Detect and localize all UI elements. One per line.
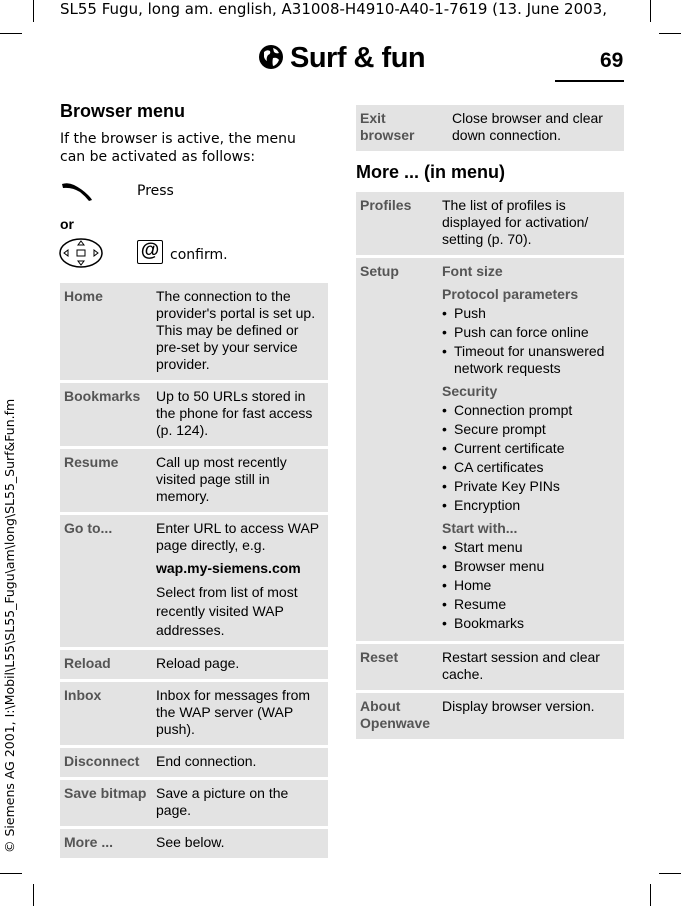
table-row: [356, 693, 624, 739]
list-item: • Start menu: [442, 539, 620, 556]
goto-desc: Enter URL to access WAP page directly, e.g.: [156, 520, 319, 553]
list-item: • Current certificate: [442, 440, 620, 457]
list-item: • Connection prompt: [442, 402, 620, 419]
navigation-key-icon: [58, 237, 104, 269]
crop-mark: [650, 884, 651, 906]
menu-desc: Up to 50 URLs stored in the phone for fast access (p. 124).: [152, 383, 328, 446]
menu-term: Reset: [356, 644, 438, 690]
confirm-label: confirm.: [170, 247, 228, 263]
list-item: • Timeout for unanswered network requests: [442, 343, 620, 377]
menu-term: Setup: [356, 258, 438, 641]
menu-term: Save bitmap: [60, 780, 152, 826]
list-item: • Browser menu: [442, 558, 620, 575]
menu-desc: The connection to the provider's portal is set up. This may be defined or pre-set by your service provider.: [152, 283, 328, 380]
side-file-path: © Siemens AG 2001, I:\Mobil\L55\SL55_Fugu\am\long\SL55_Surf&Fun.fm: [2, 398, 17, 853]
menu-desc: Restart session and clear cache.: [438, 644, 624, 690]
menu-desc: See below.: [152, 829, 328, 858]
menu-desc: Display browser version.: [438, 693, 624, 739]
table-row: [60, 515, 328, 647]
crop-mark: [0, 33, 22, 34]
table-row: [60, 829, 328, 858]
menu-desc: Inbox for messages from the WAP server (WAP push).: [152, 682, 328, 745]
menu-desc: Close browser and clear down connection.: [448, 105, 624, 151]
crop-mark: [659, 33, 681, 34]
table-row: [60, 449, 328, 512]
list-item: • Encryption: [442, 497, 620, 514]
table-row: [60, 780, 328, 826]
menu-term: About Openwave: [356, 693, 438, 739]
security-title: Security: [442, 383, 498, 399]
press-label: Press: [137, 183, 174, 199]
font-size-option: Font size: [442, 263, 503, 279]
table-row: [356, 258, 624, 641]
list-item: • Push can force online: [442, 324, 620, 341]
more-menu-table: [356, 189, 624, 742]
goto-desc-2: Select from list of most recently visited WAP addresses.: [156, 584, 298, 638]
table-row: [60, 650, 328, 679]
protocol-title: Protocol parameters: [442, 286, 579, 302]
menu-desc: [438, 258, 624, 641]
menu-term: Exit browser: [356, 105, 448, 151]
menu-term: Bookmarks: [60, 383, 152, 446]
menu-desc: Save a picture on the page.: [152, 780, 328, 826]
list-item: • Home: [442, 577, 620, 594]
menu-term: Profiles: [356, 192, 438, 255]
menu-desc: Reload page.: [152, 650, 328, 679]
crop-mark: [650, 0, 651, 22]
example-url: wap.my-siemens.com: [156, 560, 301, 576]
page-number-rule: [555, 80, 624, 82]
table-row: [356, 192, 624, 255]
chapter-title: [258, 42, 425, 75]
protocol-list: [442, 305, 620, 377]
table-row: [356, 644, 624, 690]
list-item: • Push: [442, 305, 620, 322]
list-item: • Bookmarks: [442, 615, 620, 632]
exit-browser-table: [356, 102, 624, 154]
menu-term: Go to...: [60, 515, 152, 647]
table-row: [60, 748, 328, 777]
list-item: • Resume: [442, 596, 620, 613]
security-list: [442, 402, 620, 514]
list-item: • CA certificates: [442, 459, 620, 476]
crop-mark: [0, 873, 22, 874]
menu-term: Disconnect: [60, 748, 152, 777]
chapter-title-text: Surf & fun: [290, 42, 426, 74]
menu-term: Reload: [60, 650, 152, 679]
table-row: [60, 682, 328, 745]
browser-menu-intro: If the browser is active, the menu can be activated as follows:: [60, 131, 296, 165]
list-item: • Private Key PINs: [442, 478, 620, 495]
menu-term: Inbox: [60, 682, 152, 745]
list-item: • Secure prompt: [442, 421, 620, 438]
menu-desc: Call up most recently visited page still in memory.: [152, 449, 328, 512]
globe-icon: [258, 44, 284, 70]
menu-term: More ...: [60, 829, 152, 858]
menu-term: Resume: [60, 449, 152, 512]
start-list: [442, 539, 620, 632]
or-label: or: [60, 216, 74, 232]
start-title: Start with...: [442, 520, 518, 536]
menu-desc: The list of profiles is displayed for activation/ setting (p. 70).: [438, 192, 624, 255]
table-row: [60, 383, 328, 446]
menu-desc: [152, 515, 328, 647]
more-menu-heading: More ... (in menu): [356, 162, 506, 182]
at-key-icon: @: [137, 240, 163, 264]
crop-mark: [33, 884, 34, 906]
browser-menu-table: [60, 280, 328, 861]
menu-desc: End connection.: [152, 748, 328, 777]
menu-term: Home: [60, 283, 152, 380]
call-key-icon: [60, 180, 94, 202]
running-head: SL55 Fugu, long am. english, A31008-H4910-A40-1-7619 (13. June 2003,: [60, 0, 607, 18]
crop-mark: [33, 0, 34, 22]
crop-mark: [659, 873, 681, 874]
page-number: 69: [600, 49, 624, 72]
table-row: [356, 105, 624, 151]
browser-menu-heading: Browser menu: [60, 101, 186, 121]
table-row: [60, 283, 328, 380]
